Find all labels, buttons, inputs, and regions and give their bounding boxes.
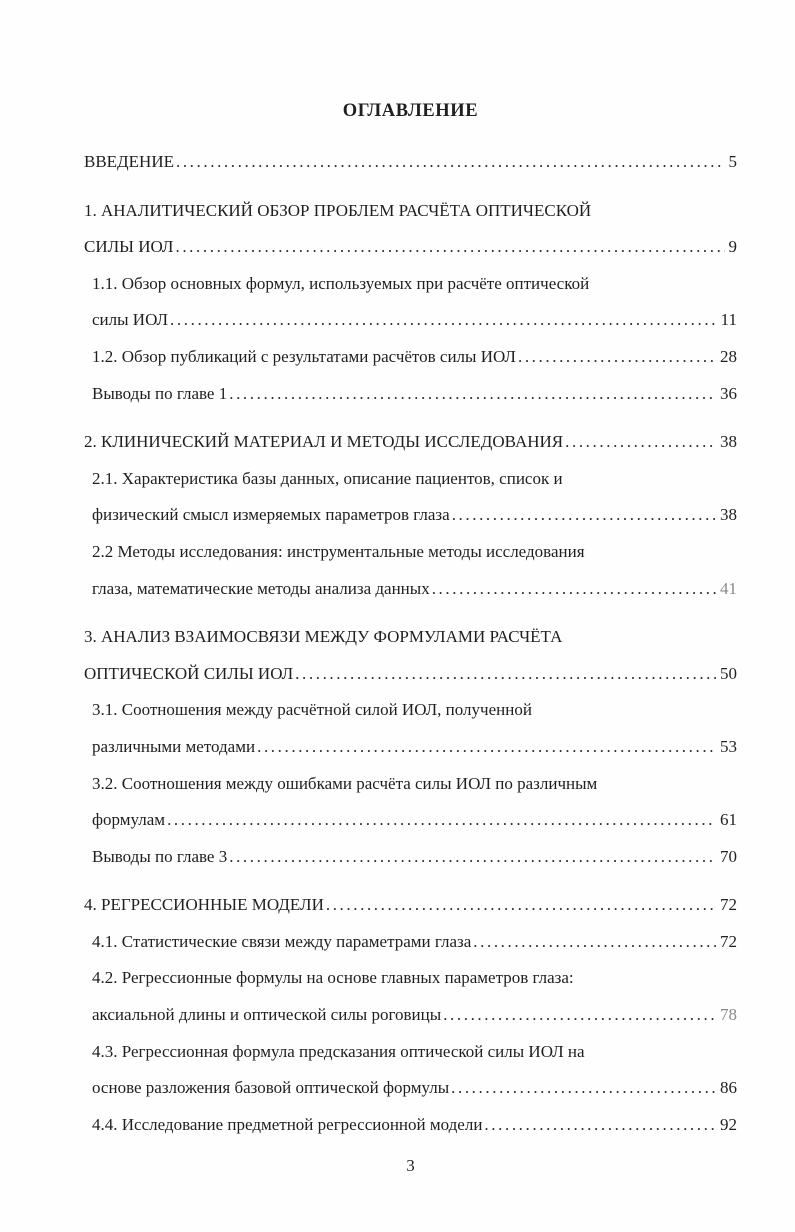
toc-entry-line bbox=[84, 144, 737, 181]
toc-entry-text: ВВЕДЕНИЕ bbox=[84, 152, 174, 171]
page-number: 3 bbox=[406, 1156, 415, 1176]
toc-entry bbox=[84, 339, 737, 376]
toc-entry bbox=[84, 461, 737, 534]
toc-entry-text: 1. АНАЛИТИЧЕСКИЙ ОБЗОР ПРОБЛЕМ РАСЧЁТА ОПТИЧЕСКОЙ bbox=[84, 200, 592, 220]
dot-leader bbox=[452, 497, 716, 534]
toc-entry bbox=[84, 1034, 737, 1107]
toc-entry-text: 4.4. Исследование предметной регрессионной модели bbox=[92, 1114, 483, 1134]
dot-leader bbox=[565, 424, 716, 461]
dot-leader bbox=[229, 839, 716, 876]
toc-entry-text: 3.1. Соотношения между расчётной силой ИОЛ, полученной bbox=[92, 700, 532, 720]
toc-page-number: 38 bbox=[720, 505, 737, 525]
dot-leader bbox=[295, 656, 716, 693]
toc-entry bbox=[84, 376, 737, 413]
toc-entry-line bbox=[84, 1107, 737, 1144]
toc-entry-line bbox=[84, 193, 737, 230]
toc-entry-text: аксиальной длины и оптической силы роговицы bbox=[92, 1005, 442, 1025]
toc-page-number: 50 bbox=[720, 663, 737, 683]
toc-entry-line bbox=[84, 424, 737, 461]
dot-leader bbox=[229, 376, 716, 413]
toc-page-number: 9 bbox=[728, 237, 737, 257]
dot-leader bbox=[257, 729, 716, 766]
dot-leader bbox=[176, 144, 725, 181]
toc-entry bbox=[84, 534, 737, 607]
dot-leader bbox=[443, 997, 716, 1034]
toc-entry-text: ОПТИЧЕСКОЙ СИЛЫ ИОЛ bbox=[84, 663, 294, 683]
toc-entry bbox=[84, 619, 737, 692]
toc-entry-text: 1.1. Обзор основных формул, используемых при расчёте оптической bbox=[92, 273, 590, 293]
toc-entry bbox=[84, 924, 737, 961]
toc-page-number: 36 bbox=[720, 383, 737, 403]
toc-entry-line bbox=[84, 997, 737, 1034]
table-of-contents bbox=[84, 144, 737, 1143]
toc-page-number: 61 bbox=[720, 810, 737, 830]
toc-page-number: 72 bbox=[720, 931, 737, 951]
toc-entry-line bbox=[84, 802, 737, 839]
toc-page-number: 5 bbox=[728, 152, 737, 171]
toc-entry-line bbox=[84, 302, 737, 339]
toc-page-number: 11 bbox=[720, 310, 737, 330]
toc-entry-line bbox=[84, 376, 737, 413]
toc-entry-line bbox=[84, 534, 737, 571]
toc-entry-line bbox=[84, 1070, 737, 1107]
toc-entry-text: силы ИОЛ bbox=[92, 310, 169, 330]
toc-entry-text: СИЛЫ ИОЛ bbox=[84, 237, 174, 257]
toc-entry-line bbox=[84, 729, 737, 766]
toc-entry-text: 3. АНАЛИЗ ВЗАИМОСВЯЗИ МЕЖДУ ФОРМУЛАМИ РАСЧЁТА bbox=[84, 627, 563, 647]
toc-entry-text: 2.1. Характеристика базы данных, описание пациентов, список и bbox=[92, 468, 563, 488]
dot-leader bbox=[473, 924, 716, 961]
toc-entry bbox=[84, 266, 737, 339]
toc-entry-line bbox=[84, 461, 737, 498]
toc-entry-text: 4. РЕГРЕССИОННЫЕ МОДЕЛИ bbox=[84, 895, 324, 915]
toc-entry bbox=[84, 1107, 737, 1144]
toc-page-number: 86 bbox=[720, 1078, 737, 1098]
toc-entry-line bbox=[84, 692, 737, 729]
toc-entry-text: Выводы по главе 1 bbox=[92, 383, 228, 403]
toc-entry-line bbox=[84, 766, 737, 803]
toc-entry bbox=[84, 960, 737, 1033]
toc-entry-text: 1.2. Обзор публикаций с результатами расчётов силы ИОЛ bbox=[92, 346, 516, 366]
toc-entry-line bbox=[84, 229, 737, 266]
toc-entry-line bbox=[84, 839, 737, 876]
toc-entry-text: основе разложения базовой оптической формулы bbox=[92, 1078, 450, 1098]
toc-page-number: 70 bbox=[720, 846, 737, 866]
toc-page-number: 92 bbox=[720, 1114, 737, 1134]
toc-page-number: 72 bbox=[720, 895, 737, 915]
toc-entry-line bbox=[84, 656, 737, 693]
dot-leader bbox=[484, 1107, 716, 1144]
toc-entry-line bbox=[84, 960, 737, 997]
page-title: ОГЛАВЛЕНИЕ bbox=[342, 101, 479, 121]
toc-entry-text: физический смысл измеряемых параметров глаза bbox=[92, 505, 450, 525]
toc-entry-text: 3.2. Соотношения между ошибками расчёта силы ИОЛ по различным bbox=[92, 773, 598, 793]
dot-leader bbox=[326, 887, 716, 924]
toc-entry-line bbox=[84, 266, 737, 303]
toc-entry-text: глаза, математические методы анализа данных bbox=[92, 578, 430, 598]
toc-entry-text: Выводы по главе 3 bbox=[92, 846, 228, 866]
dot-leader bbox=[518, 339, 716, 376]
toc-entry-text: 4.3. Регрессионная формула предсказания оптической силы ИОЛ на bbox=[92, 1041, 585, 1061]
toc-page-number: 78 bbox=[720, 1005, 737, 1025]
toc-entry-line bbox=[84, 497, 737, 534]
toc-entry-line bbox=[84, 619, 737, 656]
toc-page-number: 38 bbox=[720, 432, 737, 452]
toc-entry bbox=[84, 766, 737, 839]
toc-entry-text: различными методами bbox=[92, 736, 256, 756]
toc-entry-line bbox=[84, 571, 737, 608]
toc-entry bbox=[84, 424, 737, 461]
dot-leader bbox=[432, 571, 716, 608]
dot-leader bbox=[167, 802, 716, 839]
toc-page-number: 41 bbox=[720, 578, 737, 598]
toc-entry bbox=[84, 887, 737, 924]
toc-entry-text: 4.2. Регрессионные формулы на основе главных параметров глаза: bbox=[92, 968, 574, 988]
toc-entry bbox=[84, 839, 737, 876]
dot-leader bbox=[170, 302, 717, 339]
toc-entry-line bbox=[84, 924, 737, 961]
toc-page-number: 53 bbox=[720, 736, 737, 756]
dot-leader bbox=[175, 229, 724, 266]
toc-entry-line bbox=[84, 887, 737, 924]
toc-entry bbox=[84, 692, 737, 765]
toc-entry-line bbox=[84, 1034, 737, 1071]
toc-entry-text: 2.2 Методы исследования: инструментальные методы исследования bbox=[92, 541, 585, 561]
toc-entry bbox=[84, 144, 737, 181]
toc-entry-text: 4.1. Статистические связи между параметрами глаза bbox=[92, 931, 472, 951]
toc-page-number: 28 bbox=[720, 346, 737, 366]
toc-entry bbox=[84, 193, 737, 266]
dot-leader bbox=[451, 1070, 716, 1107]
toc-entry-line bbox=[84, 339, 737, 376]
toc-entry-text: формулам bbox=[92, 810, 166, 830]
toc-entry-text: 2. КЛИНИЧЕСКИЙ МАТЕРИАЛ И МЕТОДЫ ИССЛЕДОВАНИЯ bbox=[84, 432, 564, 452]
